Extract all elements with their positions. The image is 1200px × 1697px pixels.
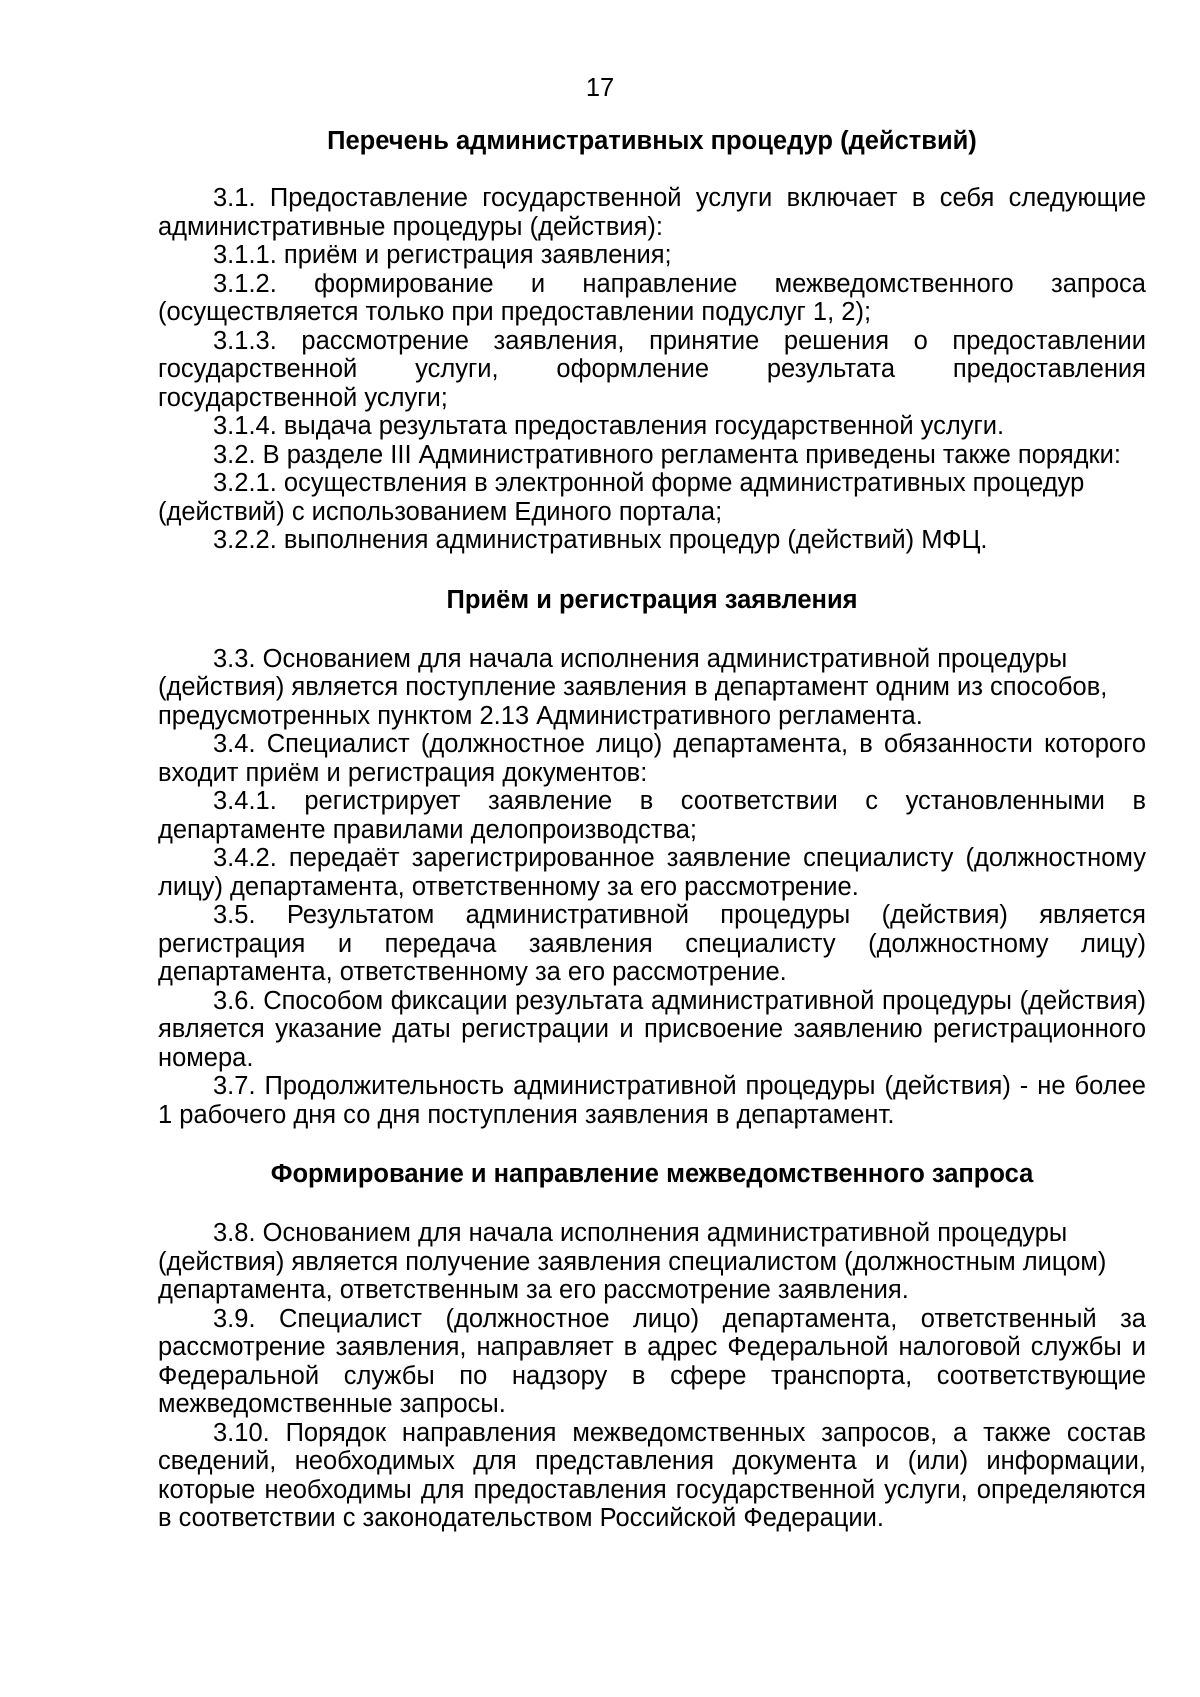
section-heading-procedures: Перечень административных процедур (действий) bbox=[327, 127, 977, 155]
paragraph: 3.1.4. выдача результата предоставления государственной услуги. bbox=[213, 412, 1005, 440]
paragraph: 3.7. Продолжительность административной процедуры (действия) - не более 1 рабочего дня со дня поступления заявления в департамент. bbox=[158, 1072, 1146, 1129]
paragraph: 3.2. В разделе III Административного регламента приведены также порядки: bbox=[213, 440, 1121, 469]
paragraph: 3.10. Порядок направления межведомственных запросов, а также состав сведений, необходимых для представления документа и (или) информации, которые необходимы для предоставления государственной услуги, определяются в соответствии с законодательством Российской Федерации. bbox=[158, 1418, 1146, 1532]
section-procedures bbox=[158, 184, 1146, 555]
paragraph: 3.8. Основанием для начала исполнения административной процедуры (действия) является получение заявления специалистом (должностным лицом) департамента, ответственным за его рассмотрение заявления. bbox=[158, 1219, 1107, 1304]
page-number: 17 bbox=[585, 74, 615, 102]
paragraph: 3.1.3. рассмотрение заявления, принятие решения о предоставлении государственной услуги, оформление результата предоставления государственной услуги; bbox=[158, 326, 1146, 412]
section-reception bbox=[158, 645, 1146, 1130]
document-body bbox=[158, 126, 1146, 1533]
paragraph: 3.4.2. передаёт зарегистрированное заявление специалисту (должностному лицу) департамента, ответственному за его рассмотрение. bbox=[158, 844, 1146, 901]
paragraph: 3.9. Специалист (должностное лицо) департамента, ответственный за рассмотрение заявления, направляет в адрес Федеральной налоговой службы и Федеральной службы по надзору в сфере транспорта, соответствующие межведомственные запросы. bbox=[158, 1304, 1146, 1418]
paragraph: 3.5. Результатом административной процедуры (действия) является регистрация и передача заявления специалисту (должностному лицу) департамента, ответственному за его рассмотрение. bbox=[158, 901, 1146, 986]
paragraph: 3.1.1. приём и регистрация заявления; bbox=[213, 241, 672, 269]
paragraph: 3.1.2. формирование и направление межведомственного запроса (осуществляется только при предоставлении подуслуг 1, 2); bbox=[158, 269, 1146, 326]
section-heading-interagency-request: Формирование и направление межведомственного запроса bbox=[270, 1160, 1034, 1188]
paragraph: 3.6. Способом фиксации результата административной процедуры (действия) является указание даты регистрации и присвоение заявлению регистрационного номера. bbox=[158, 986, 1146, 1072]
section-interagency-request bbox=[158, 1219, 1146, 1533]
paragraph: 3.2.1. осуществления в электронной форме административных процедур (действий) с использованием Единого портала; bbox=[158, 469, 1085, 526]
paragraph: 3.4. Специалист (должностное лицо) департамента, в обязанности которого входит приём и регистрация документов: bbox=[158, 730, 1146, 787]
section-heading-reception: Приём и регистрация заявления bbox=[446, 585, 858, 614]
paragraph: 3.3. Основанием для начала исполнения административной процедуры (действия) является поступление заявления в департамент одним из способов, предусмотренных пунктом 2.13 Административного регламента. bbox=[158, 644, 1108, 730]
paragraph: 3.2.2. выполнения административных процедур (действий) МФЦ. bbox=[213, 526, 988, 554]
paragraph: 3.4.1. регистрирует заявление в соответствии с установленными в департаменте правилами делопроизводства; bbox=[158, 787, 1146, 844]
paragraph: 3.1. Предоставление государственной услуги включает в себя следующие административные процедуры (действия): bbox=[158, 184, 1146, 241]
